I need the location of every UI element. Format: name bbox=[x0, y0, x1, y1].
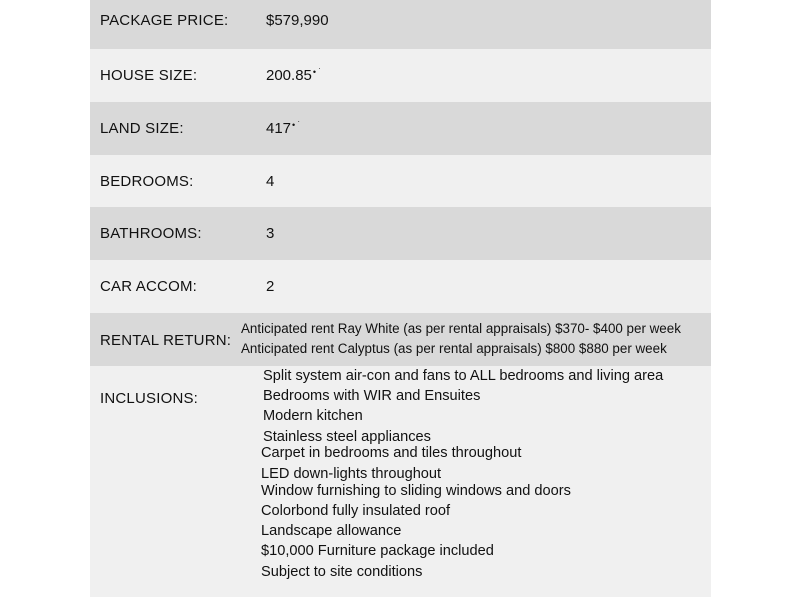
car-accom-label: CAR ACCOM: bbox=[100, 278, 198, 295]
inclusion-item: Colorbond fully insulated roof bbox=[261, 503, 451, 519]
land-size-unit-marks: • ˙ bbox=[292, 120, 301, 130]
row-house-size bbox=[90, 49, 711, 102]
rental-line-calyptus: Anticipated rent Calyptus (as per rental appraisals) $800 $880 per week bbox=[241, 341, 667, 356]
bedrooms-value: 4 bbox=[266, 173, 275, 190]
inclusion-item: Subject to site conditions bbox=[261, 564, 423, 580]
property-spec-table bbox=[90, 0, 711, 597]
package-price-label: PACKAGE PRICE: bbox=[100, 12, 229, 29]
inclusion-item: Landscape allowance bbox=[261, 523, 402, 539]
inclusion-item: $10,000 Furniture package included bbox=[261, 543, 494, 559]
row-car-accom bbox=[90, 260, 711, 313]
row-rental-return bbox=[90, 313, 711, 366]
row-package-price bbox=[90, 0, 711, 49]
inclusions-label: INCLUSIONS: bbox=[100, 390, 199, 407]
inclusion-item: Split system air-con and fans to ALL bedrooms and living area bbox=[263, 368, 664, 384]
bathrooms-label: BATHROOMS: bbox=[100, 225, 202, 242]
row-inclusions bbox=[90, 366, 711, 597]
house-size-value bbox=[266, 67, 322, 84]
inclusion-item: LED down-lights throughout bbox=[261, 466, 442, 482]
land-size-label: LAND SIZE: bbox=[100, 120, 184, 137]
inclusion-item: Carpet in bedrooms and tiles throughout bbox=[261, 445, 522, 461]
bedrooms-label: BEDROOMS: bbox=[100, 173, 194, 190]
row-bedrooms bbox=[90, 155, 711, 207]
rental-line-ray-white: Anticipated rent Ray White (as per rental appraisals) $370- $400 per week bbox=[241, 321, 681, 336]
package-price-value: $579,990 bbox=[266, 12, 329, 29]
house-size-number: 200.85 bbox=[266, 67, 312, 84]
rental-return-label: RENTAL RETURN: bbox=[100, 332, 232, 349]
house-size-unit-marks: • ˙ bbox=[312, 67, 322, 77]
inclusion-item: Modern kitchen bbox=[263, 408, 363, 424]
inclusion-item: Stainless steel appliances bbox=[263, 429, 431, 445]
land-size-value bbox=[266, 120, 301, 137]
house-size-label: HOUSE SIZE: bbox=[100, 67, 198, 84]
inclusion-item: Window furnishing to sliding windows and doors bbox=[261, 483, 571, 499]
inclusion-item: Bedrooms with WIR and Ensuites bbox=[263, 388, 481, 404]
row-land-size bbox=[90, 102, 711, 155]
land-size-number: 417 bbox=[266, 120, 292, 137]
bathrooms-value: 3 bbox=[266, 225, 275, 242]
row-bathrooms bbox=[90, 207, 711, 260]
car-accom-value: 2 bbox=[266, 278, 275, 295]
